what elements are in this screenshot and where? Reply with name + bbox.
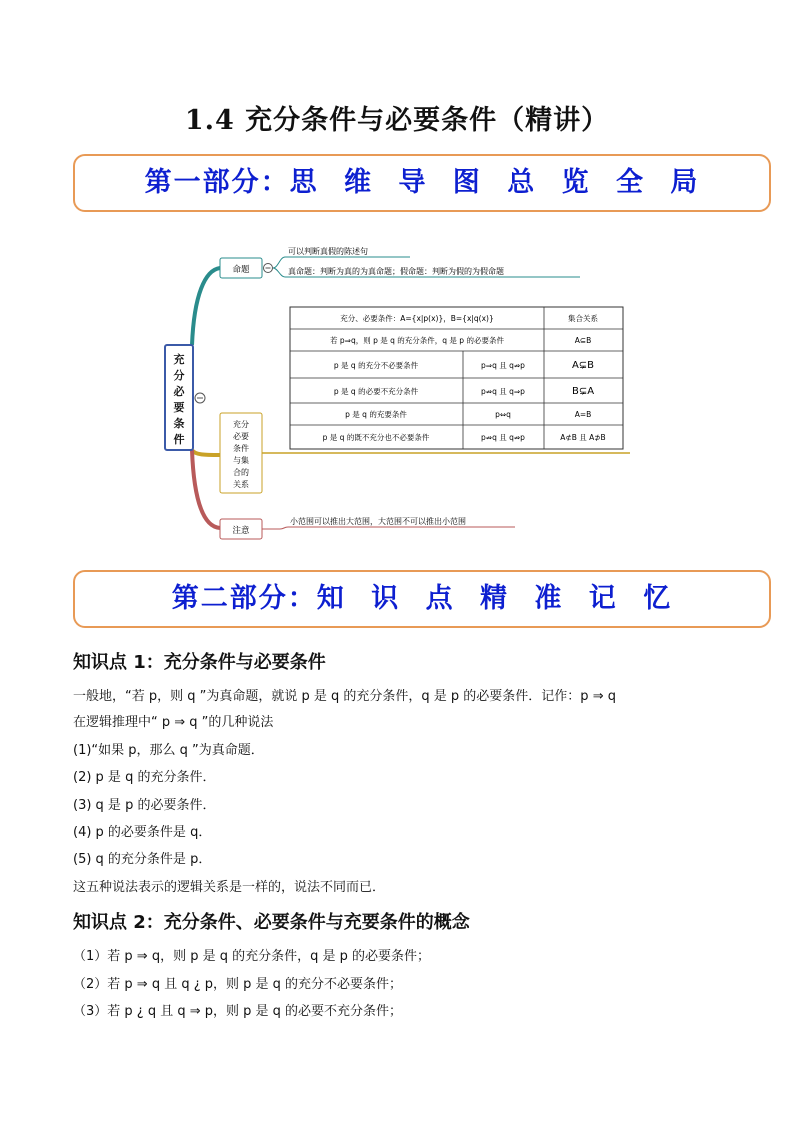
root-char: 条 [173, 417, 185, 430]
table-cell: p⇏q 且 q⇏p [481, 433, 525, 442]
table-cell: p 是 q 的必要不充分条件 [333, 387, 419, 396]
table-row1-right: A⊆B [574, 336, 592, 345]
table-cell: p⇔q [495, 410, 511, 419]
relation-label-line: 条件 [233, 444, 249, 453]
relation-label-line: 充分 [233, 420, 249, 429]
table-cell: p 是 q 的既不充分也不必要条件 [322, 433, 430, 442]
root-char: 充 [173, 353, 185, 366]
kp1-item-1: (1)“如果 p，那么 q ”为真命题． [73, 743, 264, 758]
table-cell: p⇒q 且 q⇏p [481, 361, 525, 370]
node-mingti-label: 命题 [232, 265, 250, 275]
root-char: 分 [173, 369, 185, 382]
table-row1-left: 若 p⇒q，则 p 是 q 的充分条件，q 是 p 的必要条件 [330, 336, 504, 345]
node-note-label: 注意 [232, 526, 250, 536]
kp1-item-3: (3) q 是 p 的必要条件． [73, 798, 216, 813]
table-cell: A⊊B [571, 360, 595, 371]
kp2-item-2: （2）若 p ⇒ q 且 q ¿ p，则 p 是 q 的充分不必要条件； [73, 977, 403, 992]
table-cell: p⇏q 且 q⇒p [481, 387, 525, 396]
mind-map [150, 235, 650, 550]
mingti-item-2: 真命题：判断为真的为真命题；假命题：判断为假的为假命题 [288, 267, 504, 276]
kp2-heading: 知识点 2：充分条件、必要条件与充要条件的概念 [73, 912, 470, 933]
connector-mingti [192, 268, 220, 345]
kp1-item-2: (2) p 是 q 的充分条件． [73, 770, 216, 785]
relation-label-line: 必要 [233, 432, 249, 441]
table-header-right: 集合关系 [568, 314, 598, 323]
connector-relation [192, 450, 220, 455]
relation-label-line: 关系 [233, 480, 249, 489]
kp1-line1: 一般地，“若 p，则 q ”为真命题，就说 p 是 q 的充分条件，q 是 p 的必要条件．记作：p ⇒ q [73, 689, 616, 704]
relation-label-line: 与集 [233, 456, 249, 465]
table-cell: A=B [574, 410, 592, 419]
kp2-item-1: （1）若 p ⇒ q，则 p 是 q 的充分条件，q 是 p 的必要条件； [73, 949, 430, 964]
root-char: 必 [173, 385, 185, 398]
mingti-item-1: 可以判断真假的陈述句 [288, 247, 368, 256]
kp1-heading: 知识点 1：充分条件与必要条件 [73, 652, 326, 673]
kp1-item-5: (5) q 的充分条件是 p． [73, 852, 212, 867]
relation-table [290, 307, 623, 449]
relation-label-line: 合的 [233, 468, 249, 477]
table-cell: p 是 q 的充要条件 [345, 410, 407, 419]
connector-note [192, 450, 220, 528]
kp1-summary: 这五种说法表示的逻辑关系是一样的，说法不同而已． [73, 880, 386, 895]
table-cell: p 是 q 的充分不必要条件 [333, 361, 419, 370]
kp2-item-3: （3）若 p ¿ q 且 q ⇒ p，则 p 是 q 的必要不充分条件； [73, 1004, 403, 1019]
kp1-item-4: (4) p 的必要条件是 q． [73, 825, 212, 840]
table-header-left: 充分、必要条件：A={x|p(x)}，B={x|q(x)} [340, 314, 494, 323]
root-char: 件 [173, 433, 185, 446]
part2-banner: 第二部分：知 识 点 精 准 记 忆 [73, 570, 771, 628]
table-cell: B⊊A [571, 386, 595, 397]
part1-banner: 第一部分：思 维 导 图 总 览 全 局 [73, 154, 771, 212]
note-item: 小范围可以推出大范围，大范围不可以推出小范围 [290, 517, 466, 526]
document-title: 1.4 充分条件与必要条件（精讲） [184, 105, 610, 136]
root-char: 要 [173, 401, 185, 414]
table-cell: A⊄B 且 A⊅B [560, 433, 606, 442]
kp1-line2: 在逻辑推理中“ p ⇒ q ”的几种说法 [73, 715, 274, 730]
